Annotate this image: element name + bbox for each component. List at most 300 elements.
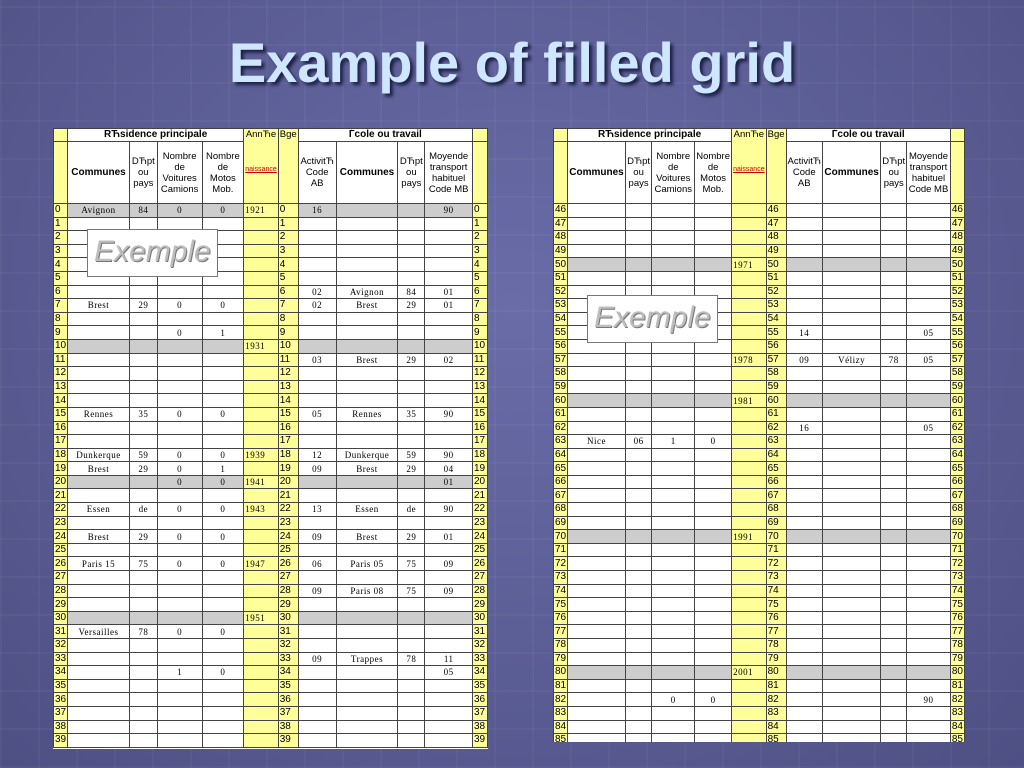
age-label-right: 39 [472,734,487,748]
commune-cell [568,543,626,557]
transport-cell [907,706,951,720]
age-label-right: 49 [951,245,963,257]
age-label-right: 74 [951,584,963,596]
age-label: 27 [55,571,67,583]
voitures-cell [157,584,202,598]
dept-travail-cell [881,530,907,544]
commune-cell [68,734,130,748]
motos-cell [695,679,732,693]
table-row [54,571,488,585]
year-cell [732,204,767,218]
dept-travail-cell [398,326,425,340]
dept-travail-cell [881,489,907,503]
activite-cell [298,421,336,435]
commune-travail-cell [823,421,881,435]
voitures-cell: 0 [157,475,202,489]
dept-cell [129,652,157,666]
year-cell [732,367,767,381]
motos-cell: 0 [202,503,244,517]
activite-cell [298,394,336,408]
commune-travail-cell [823,639,881,653]
header-communes-2: Communes [336,142,398,204]
motos-cell [202,693,244,707]
year-cell [732,693,767,707]
activite-cell [786,271,822,285]
header-code-mb: Code MB [908,183,949,195]
age-label-right: 66 [951,476,963,488]
header-blank-right [950,142,964,204]
motos-cell [202,353,244,367]
commune-travail-cell [336,326,398,340]
age-cell: 10 [278,339,298,353]
activite-cell: 02 [298,285,336,299]
commune-cell [68,516,130,530]
age-label: 22 [55,503,67,515]
voitures-cell: 0 [157,326,202,340]
activite-cell [786,312,822,326]
dept-cell [625,231,651,245]
year-cell [732,489,767,503]
transport-cell [907,448,951,462]
dept-cell [625,503,651,517]
age-label: 50 [555,258,567,270]
commune-cell [68,380,130,394]
motos-cell [695,367,732,381]
dept-travail-cell: 75 [398,584,425,598]
activite-cell [298,639,336,653]
dept-cell [129,394,157,408]
age-label: 26 [55,557,67,569]
year-cell [732,475,767,489]
header-annee [732,129,767,204]
commune-travail-cell [823,367,881,381]
age-label-right: 1 [472,217,487,231]
age-label: 79 [555,652,567,664]
age-label: 20 [55,476,67,488]
commune-travail-cell [336,489,398,503]
age-cell: 29 [278,598,298,612]
voitures-cell [157,598,202,612]
age-label-right: 59 [951,381,963,393]
transport-cell [907,666,951,680]
activite-cell: 09 [298,584,336,598]
dept-travail-cell [881,462,907,476]
corner-cell [554,129,568,142]
commune-travail-cell [336,571,398,585]
voitures-cell [652,652,695,666]
age-cell: 32 [278,639,298,653]
age-cell: 21 [278,489,298,503]
transport-cell [425,231,473,245]
table-row [554,679,965,693]
transport-cell [425,421,473,435]
year-cell: 1931 [244,339,279,353]
age-label-right: 64 [951,448,963,460]
transport-cell [907,625,951,639]
age-cell: 18 [278,448,298,462]
age-cell: 49 [766,244,786,258]
year-cell: 1939 [244,448,279,462]
commune-travail-cell [823,706,881,720]
commune-cell [568,720,626,734]
table-row [54,584,488,598]
age-cell: 74 [766,584,786,598]
age-cell: 17 [278,435,298,449]
commune-cell [68,326,130,340]
motos-cell [695,611,732,625]
age-cell: 76 [766,611,786,625]
table-row [554,693,965,707]
age-label: 77 [555,625,567,637]
motos-cell: 0 [202,666,244,680]
table-row [54,706,488,720]
table-row [554,435,965,449]
transport-cell: 01 [425,530,473,544]
transport-cell [907,435,951,449]
year-cell [244,285,279,299]
activite-cell [298,367,336,381]
dept-cell [625,693,651,707]
dept-travail-cell [398,516,425,530]
voitures-cell: 0 [652,693,695,707]
activite-cell: 05 [298,407,336,421]
commune-travail-cell [823,326,881,340]
commune-travail-cell [823,489,881,503]
motos-cell: 0 [202,530,244,544]
motos-cell [695,421,732,435]
dept-cell [625,448,651,462]
age-cell: 59 [766,380,786,394]
voitures-cell [652,530,695,544]
age-label: 4 [54,258,68,272]
year-cell: 1971 [732,258,767,272]
commune-cell: Paris 15 [68,557,130,571]
dept-cell [625,516,651,530]
header-age: Вge [766,129,786,204]
table-row [554,204,965,218]
commune-cell [568,204,626,218]
dept-travail-cell [881,584,907,598]
commune-cell [68,652,130,666]
age-label-right: 58 [951,367,963,379]
table-row [54,516,488,530]
header-code-mb: Code MB [428,183,469,195]
commune-cell [568,516,626,530]
age-cell: 70 [766,530,786,544]
commune-cell [568,625,626,639]
commune-cell [568,367,626,381]
commune-cell [568,380,626,394]
commune-travail-cell [336,720,398,734]
voitures-cell: 0 [157,462,202,476]
dept-cell [625,530,651,544]
dept-cell [129,584,157,598]
dept-travail-cell [881,339,907,353]
commune-travail-cell: Vélizy [823,353,881,367]
header-dept: DЋpt ou pays [129,142,157,204]
transport-cell [907,530,951,544]
age-label-right: 19 [472,462,487,476]
commune-travail-cell [823,503,881,517]
age-label: 54 [555,313,567,325]
age-cell: 22 [278,503,298,517]
age-label: 34 [55,666,67,678]
voitures-cell [652,407,695,421]
commune-travail-cell: Rennes [336,407,398,421]
age-label-right: 63 [951,435,963,447]
voitures-cell [157,720,202,734]
dept-travail-cell [881,326,907,340]
voitures-cell: 0 [157,503,202,517]
activite-cell [786,706,822,720]
motos-cell [695,557,732,571]
transport-cell [425,217,473,231]
commune-cell: Essen [68,503,130,517]
commune-travail-cell: Avignon [336,285,398,299]
age-cell: 36 [278,693,298,707]
year-cell [244,326,279,340]
commune-travail-cell [336,367,398,381]
voitures-cell [652,611,695,625]
voitures-cell [652,625,695,639]
dept-cell [625,394,651,408]
table-row [554,217,965,231]
age-label: 11 [54,353,68,367]
dept-cell [625,706,651,720]
year-cell [732,299,767,313]
commune-cell [68,394,130,408]
voitures-cell [652,258,695,272]
dept-travail-cell [398,543,425,557]
age-cell: 73 [766,571,786,585]
commune-cell: Brest [68,299,130,313]
table-row [54,312,488,326]
voitures-cell [652,204,695,218]
table-row [554,611,965,625]
age-label-right: 53 [951,299,963,311]
age-label-right: 15 [472,407,487,421]
age-label: 15 [55,408,67,420]
table-row [54,204,488,218]
transport-cell [425,258,473,272]
age-cell: 30 [278,611,298,625]
commune-travail-cell [823,244,881,258]
dept-cell [129,489,157,503]
activite-cell [298,326,336,340]
commune-travail-cell [823,571,881,585]
commune-cell [568,611,626,625]
year-cell [244,706,279,720]
year-cell [732,380,767,394]
activite-cell [298,231,336,245]
age-label: 18 [55,448,67,460]
commune-travail-cell: Brest [336,462,398,476]
commune-travail-cell [336,543,398,557]
age-cell: 46 [766,204,786,218]
commune-travail-cell: Trappes [336,652,398,666]
dept-travail-cell [398,217,425,231]
dept-cell [625,571,651,585]
commune-travail-cell [336,666,398,680]
table-row [54,421,488,435]
activite-cell [298,543,336,557]
year-cell [244,462,279,476]
motos-cell: 0 [695,693,732,707]
age-cell: 47 [766,217,786,231]
motos-cell [695,625,732,639]
table-row [554,557,965,571]
age-label-right: 3 [472,244,487,258]
age-label: 57 [555,353,567,365]
activite-cell [298,258,336,272]
voitures-cell [652,380,695,394]
dept-travail-cell [398,367,425,381]
table-row [554,475,965,489]
age-label: 32 [55,639,67,651]
age-label: 2 [54,231,68,245]
commune-cell [568,231,626,245]
motos-cell [202,516,244,530]
age-cell: 83 [766,706,786,720]
year-cell [244,299,279,313]
transport-cell [907,557,951,571]
year-cell: 1921 [244,204,279,218]
voitures-cell: 0 [157,625,202,639]
dept-travail-cell [881,380,907,394]
commune-cell [568,557,626,571]
motos-cell [695,584,732,598]
dept-cell [129,598,157,612]
age-label-right: 29 [472,598,487,612]
header-communes: Communes [68,142,130,204]
age-cell: 5 [278,271,298,285]
dept-cell [129,353,157,367]
dept-cell [625,271,651,285]
header-motos: Nombre de Motos Mob. [695,142,732,204]
age-label-right: 83 [951,707,963,719]
table-row [554,231,965,245]
dept-travail-cell [881,244,907,258]
dept-cell [129,734,157,748]
motos-cell [202,421,244,435]
age-label: 80 [555,666,567,678]
activite-cell [786,204,822,218]
dept-travail-cell [398,435,425,449]
age-label-right: 18 [472,448,487,462]
commune-cell [68,598,130,612]
motos-cell [202,639,244,653]
voitures-cell [652,734,695,742]
dept-travail-cell [398,706,425,720]
motos-cell: 1 [202,326,244,340]
commune-cell [68,706,130,720]
age-label: 10 [55,340,67,352]
transport-cell: 01 [425,475,473,489]
dept-travail-cell [881,571,907,585]
voitures-cell [652,679,695,693]
year-cell [244,584,279,598]
age-label: 70 [555,530,567,542]
year-cell [732,435,767,449]
year-cell [244,720,279,734]
transport-cell [907,679,951,693]
table-row [54,652,488,666]
dept-cell [129,285,157,299]
year-cell [732,312,767,326]
commune-travail-cell [823,666,881,680]
motos-cell: 0 [202,625,244,639]
age-label: 31 [55,625,67,637]
transport-cell [425,571,473,585]
age-label-right: 37 [472,706,487,720]
dept-cell [625,720,651,734]
motos-cell [695,244,732,258]
dept-cell [625,652,651,666]
age-label-right: 0 [472,204,487,218]
activite-cell [786,543,822,557]
dept-cell [129,516,157,530]
commune-cell [568,584,626,598]
dept-travail-cell [881,475,907,489]
header-dept-2: DЋpt ou pays [398,142,425,204]
motos-cell [202,598,244,612]
transport-cell: 90 [425,503,473,517]
commune-cell: Nice [568,435,626,449]
activite-cell [786,734,822,742]
transport-cell [907,652,951,666]
commune-cell [68,353,130,367]
transport-cell [907,339,951,353]
header-moyenne-label: Moyende transport habituel [429,150,469,184]
table-row [54,339,488,353]
activite-cell: 14 [786,326,822,340]
dept-travail-cell: 75 [398,557,425,571]
motos-cell [695,231,732,245]
year-cell [732,598,767,612]
motos-cell [695,380,732,394]
age-cell: 27 [278,571,298,585]
activite-cell [298,217,336,231]
activite-cell [786,720,822,734]
dept-travail-cell [881,258,907,272]
table-row [54,407,488,421]
motos-cell [695,475,732,489]
age-cell: 35 [278,679,298,693]
transport-cell [425,693,473,707]
commune-travail-cell: Paris 08 [336,584,398,598]
table-row [54,380,488,394]
motos-cell [695,462,732,476]
commune-travail-cell [336,312,398,326]
dept-cell [625,407,651,421]
header-motos: Nombre de Motos Mob. [202,142,244,204]
motos-cell [695,530,732,544]
age-cell: 79 [766,652,786,666]
commune-travail-cell [336,516,398,530]
dept-cell [625,244,651,258]
table-row [54,611,488,625]
age-label-right: 72 [951,557,963,569]
table-row [554,584,965,598]
transport-cell: 01 [425,299,473,313]
activite-cell [786,530,822,544]
year-cell [732,231,767,245]
dept-cell [129,475,157,489]
dept-cell [625,217,651,231]
dept-cell [625,543,651,557]
motos-cell [202,611,244,625]
commune-cell [68,639,130,653]
